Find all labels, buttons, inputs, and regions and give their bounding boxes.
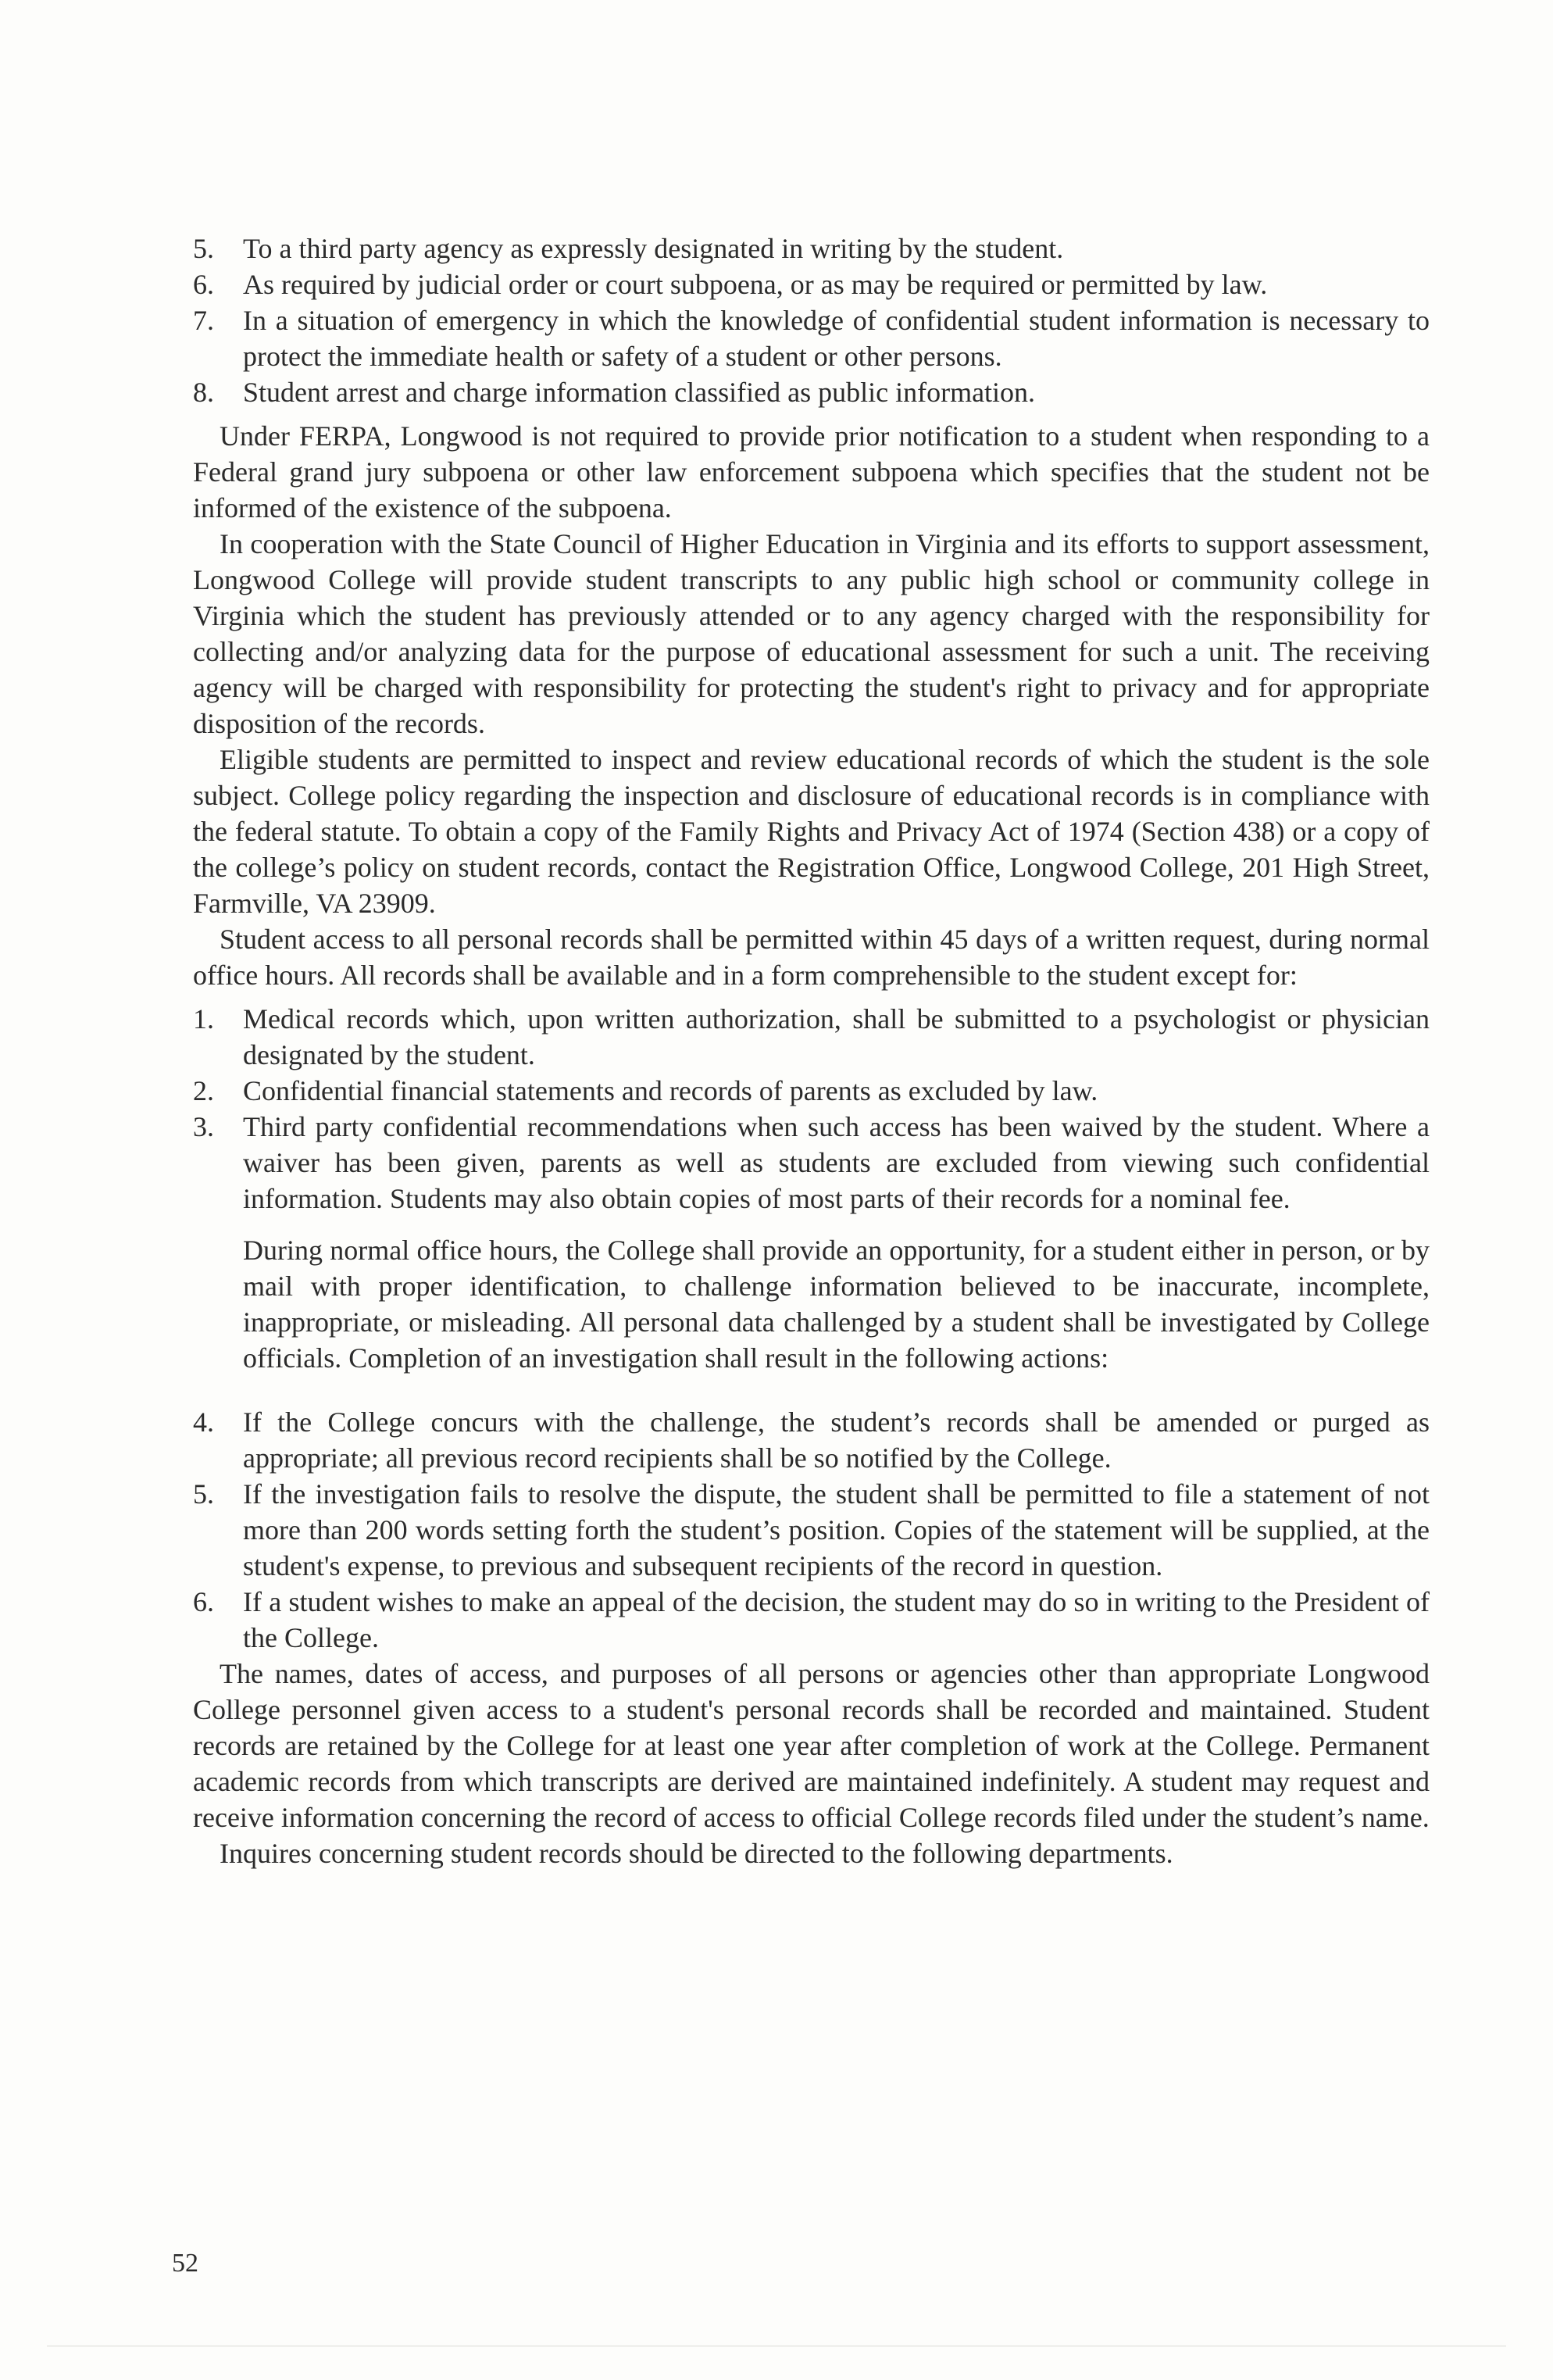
page-body: [193, 230, 1430, 1871]
list-number: 1.: [193, 1003, 214, 1035]
records-retention-paragraph: The names, dates of access, and purposes of all persons or agencies other than appropriate Longwood College personnel given access to a student's personal records shall be recorded and maintained. Student records are retained by the College for at least one year after completion of work at the College. Permanent academic records from which transcripts are derived are maintained indefinitely. A student may request and receive information concerning the record of access to official College records filed under the student’s name.: [193, 1658, 1430, 1833]
list-item-text: Confidential financial statements and records of parents as excluded by law.: [243, 1075, 1098, 1106]
list-item-text: To a third party agency as expressly designated in writing by the student.: [243, 233, 1064, 264]
list-item: [193, 1476, 1430, 1584]
list-item-text: If a student wishes to make an appeal of the decision, the student may do so in writing to the President of the College.: [243, 1586, 1430, 1653]
list-item: [193, 266, 1430, 302]
list-number: 6.: [193, 1586, 214, 1617]
list-item-text: As required by judicial order or court subpoena, or as may be required or permitted by law.: [243, 269, 1268, 300]
access-paragraph: Student access to all personal records shall be permitted within 45 days of a written request, during normal office hours. All records shall be available and in a form comprehensible to the student except for:: [193, 924, 1430, 991]
inspection-paragraph: Eligible students are permitted to inspect and review educational records of which the student is the sole subject. College policy regarding the inspection and disclosure of educational records is in compliance with the federal statute. To obtain a copy of the Family Rights and Privacy Act of 1974 (Section 438) or a copy of the college’s policy on student records, contact the Registration Office, Longwood College, 201 High Street, Farmville, VA 23909.: [193, 744, 1430, 919]
list-item-text: If the College concurs with the challenge, the student’s records shall be amended or purged as appropriate; all previous record recipients shall be so notified by the College.: [243, 1406, 1430, 1474]
list-number: 3.: [193, 1111, 214, 1142]
list-number: 7.: [193, 305, 214, 336]
list-item: [193, 374, 1430, 410]
list-item-text: In a situation of emergency in which the knowledge of confidential student information is necessary to protect the immediate health or safety of a student or other persons.: [243, 305, 1430, 372]
assessment-paragraph: In cooperation with the State Council of Higher Education in Virginia and its efforts to support assessment, Longwood College will provide student transcripts to any public high school or community college in Virginia which the student has previously attended or to any agency charged with the responsibility for collecting and/or analyzing data for the purpose of educational assessment for such a unit. The receiving agency will be charged with responsibility for protecting the student's right to privacy and for appropriate disposition of the records.: [193, 528, 1430, 739]
list-number: 6.: [193, 269, 214, 300]
list-number: 5.: [193, 233, 214, 264]
list-number: 8.: [193, 377, 214, 408]
list-item: [193, 1584, 1430, 1656]
list-item-text: Student arrest and charge information classified as public information.: [243, 377, 1036, 408]
list-item-text: If the investigation fails to resolve the dispute, the student shall be permitted to file a statement of not more than 200 words setting forth the student’s position. Copies of the statement will be supplied, at the student's expense, to previous and subsequent recipients of the record in question.: [243, 1478, 1430, 1581]
challenge-paragraph: During normal office hours, the College shall provide an opportunity, for a student either in person, or by mail with proper identification, to challenge information believed to be inaccurate, incomplete, inappropriate, or misleading. All personal data challenged by a student shall be investigated by College officials. Completion of an investigation shall result in the following actions:: [243, 1235, 1430, 1374]
list-item: [193, 1001, 1430, 1073]
list-item: [193, 1404, 1430, 1476]
list-number: 2.: [193, 1075, 214, 1106]
list-item-text: Medical records which, upon written authorization, shall be submitted to a psychologist or physician designated by the student.: [243, 1003, 1430, 1070]
list-number: 4.: [193, 1406, 214, 1438]
list-item: [193, 230, 1430, 266]
list-number: 5.: [193, 1478, 214, 1510]
list-item: [193, 302, 1430, 374]
ferpa-subpoena-paragraph: Under FERPA, Longwood is not required to provide prior notification to a student when responding to a Federal grand jury subpoena or other law enforcement subpoena which specifies that the student not be informed of the existence of the subpoena.: [193, 420, 1430, 524]
list-item: [193, 1073, 1430, 1109]
list-item-text: Third party confidential recommendations when such access has been waived by the student. Where a waiver has been given, parents as well as students are excluded from viewing such confidential information. Students may also obtain copies of most parts of their records for a nominal fee.: [243, 1111, 1430, 1214]
list-item: [193, 1109, 1430, 1217]
page-number: 52: [172, 2249, 198, 2278]
inquiries-paragraph: Inquires concerning student records should be directed to the following departments.: [220, 1838, 1173, 1869]
